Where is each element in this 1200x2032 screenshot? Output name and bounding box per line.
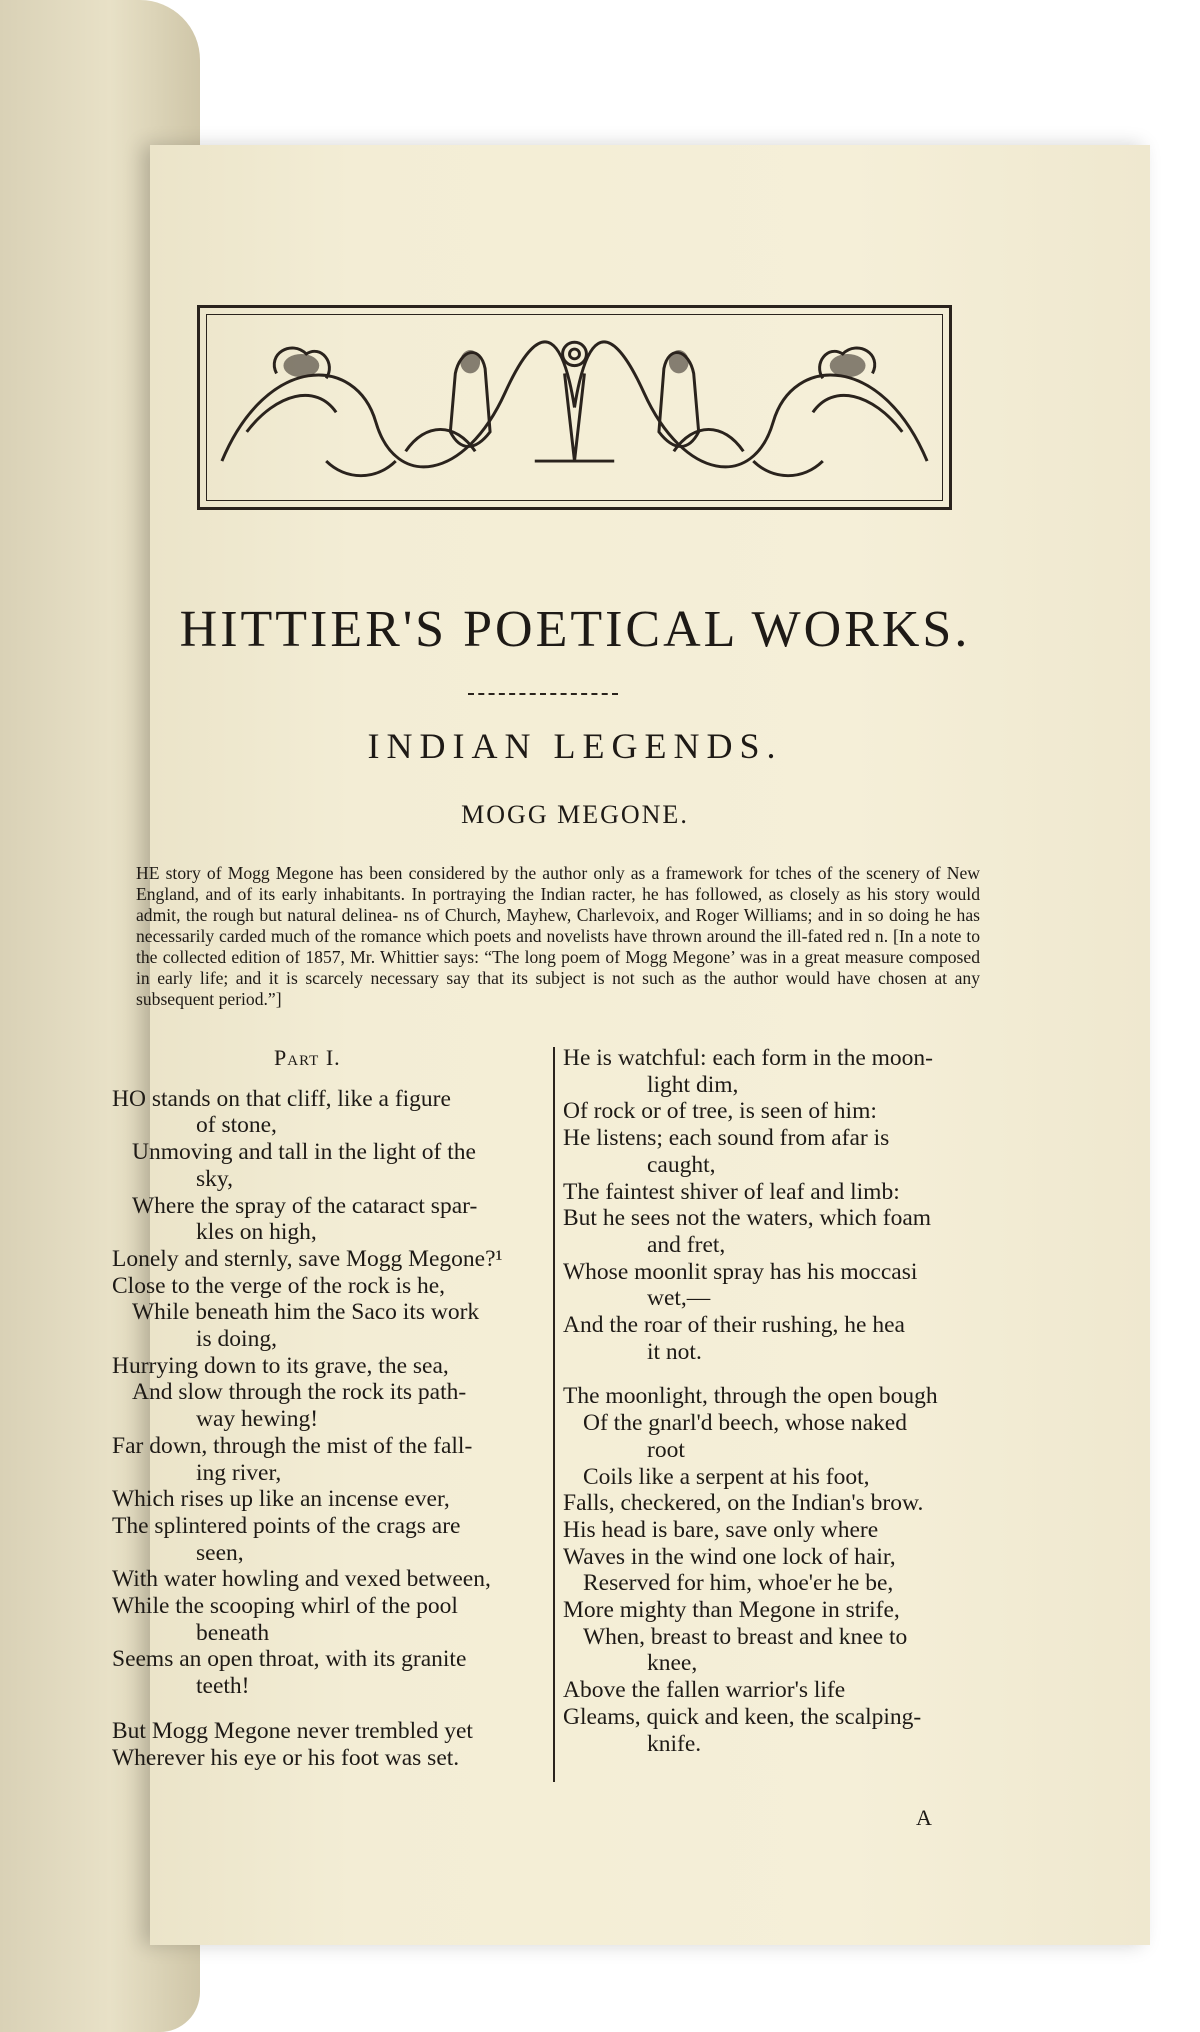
poem-line: Coils like a serpent at his foot,	[583, 1463, 870, 1490]
poem-line: While beneath him the Saco its work	[132, 1299, 480, 1326]
book-page	[112, 145, 1150, 1945]
poem-line: Unmoving and tall in the light of the	[132, 1139, 476, 1166]
intro-text: story of Mogg Megone has been considered by the author only as a framework for tches of the scenery of New England, and of its early inhabitants. In portraying the Indian racter, he has followed, as closely as his story would admit, the rough but natural delinea- ns of Church, Mayhew, Charlevoix, and Roger Williams; and in so doing he has necessarily carded much of the romance which poets and novelists have thrown around the ill-fated red n. [In a note to the collected edition of 1857, Mr. Whittier says: “The long poem of Mogg Megone’ was in a great measure composed in early life; and it is scarcely necessary say that its subject is not such as the author would have chosen at any subsequent period.”]	[136, 863, 980, 1009]
poem-line: Whose moonlit spray has his moccasi	[563, 1258, 918, 1285]
poem-line: caught,	[647, 1151, 716, 1178]
ornament-illustration	[207, 315, 942, 500]
poem-line: He is watchful: each form in the moon-	[563, 1045, 934, 1071]
stanza	[563, 1045, 988, 1365]
poem-line: teeth!	[196, 1673, 250, 1700]
stanza	[563, 1383, 988, 1757]
poem-line: He listens; each sound from afar is	[563, 1125, 890, 1152]
headpiece-inner-border	[206, 314, 943, 501]
poem-line: it not.	[647, 1338, 702, 1365]
poem-line: Seems an open throat, with its granite	[112, 1646, 467, 1673]
right-stanzas	[563, 1045, 988, 1757]
poem-line: But Mogg Megone never trembled yet	[112, 1717, 473, 1744]
poem-line: wet,—	[647, 1285, 711, 1312]
poem-line: When, breast to breast and knee to	[583, 1623, 908, 1650]
poem-line: The faintest shiver of leaf and limb:	[563, 1178, 900, 1205]
poem-line: But he sees not the waters, which foam	[563, 1205, 932, 1232]
poem-line: and fret,	[647, 1231, 726, 1258]
poem-line: More mighty than Megone in strife,	[563, 1597, 900, 1624]
left-column	[112, 1045, 564, 1789]
poem-line: Lonely and sternly, save Mogg Megone?¹	[112, 1245, 503, 1272]
poem-line: Reserved for him, whoe'er he be,	[583, 1570, 894, 1597]
poem-line: The moonlight, through the open bough	[563, 1383, 938, 1410]
poem-line: With water howling and vexed between,	[112, 1566, 491, 1593]
poem-line: And slow through the rock its path-	[132, 1379, 467, 1406]
stanza	[112, 1718, 564, 1771]
poem-line: is doing,	[196, 1326, 277, 1353]
poem-line: Waves in the wind one lock of hair,	[563, 1543, 896, 1570]
intro-paragraph	[136, 863, 980, 1010]
poem-line: Close to the verge of the rock is he,	[112, 1272, 446, 1299]
poem-title: MOGG MEGONE.	[461, 800, 689, 829]
ornamental-headpiece	[197, 305, 952, 510]
poem-line: light dim,	[647, 1071, 739, 1098]
poem-line: Wherever his eye or his foot was set.	[112, 1744, 460, 1771]
poem-line: ing river,	[196, 1459, 282, 1486]
poem-line: root	[647, 1436, 685, 1463]
poem-line: seen,	[196, 1539, 244, 1566]
poem-line: knife.	[647, 1730, 702, 1757]
poem-line: HO stands on that cliff, like a figure	[112, 1085, 451, 1112]
poem-line: While the scooping whirl of the pool	[112, 1593, 458, 1620]
column-divider	[553, 1047, 555, 1782]
poem-line: knee,	[647, 1650, 698, 1677]
poem-line: And the roar of their rushing, he hea	[563, 1312, 905, 1339]
right-column	[563, 1045, 988, 1775]
title-rule	[468, 693, 618, 695]
intro-lead: HE	[136, 863, 160, 883]
poem-line: of stone,	[196, 1112, 277, 1139]
left-stanzas	[112, 1086, 564, 1772]
stanza	[112, 1086, 564, 1700]
poem-line: Gleams, quick and keen, the scalping-	[563, 1703, 922, 1730]
poem-line: Above the fallen warrior's life	[563, 1677, 846, 1704]
book-title: HITTIER'S POETICAL WORKS.	[179, 601, 971, 658]
poem-line: sky,	[196, 1165, 233, 1192]
poem-line: His head is bare, save only where	[563, 1516, 879, 1543]
poem-line: Far down, through the mist of the fall-	[112, 1432, 473, 1459]
poem-line: Where the spray of the cataract spar-	[132, 1192, 478, 1219]
section-title: INDIAN LEGENDS.	[367, 726, 783, 766]
poem-line: Hurrying down to its grave, the sea,	[112, 1352, 449, 1379]
introductory-note	[136, 863, 980, 1010]
signature-mark: A	[916, 1805, 932, 1830]
poem-line: The splintered points of the crags are	[112, 1512, 461, 1539]
poem-line: Of the gnarl'd beech, whose naked	[583, 1410, 907, 1437]
part-heading: Part I.	[274, 1045, 341, 1070]
poem-line: Which rises up like an incense ever,	[112, 1486, 450, 1513]
poem-line: beneath	[196, 1619, 270, 1646]
poem-line: Falls, checkered, on the Indian's brow.	[563, 1490, 924, 1517]
poem-line: kles on high,	[196, 1219, 317, 1246]
poem-line: way hewing!	[196, 1406, 319, 1433]
poem-line: Of rock or of tree, is seen of him:	[563, 1098, 877, 1125]
